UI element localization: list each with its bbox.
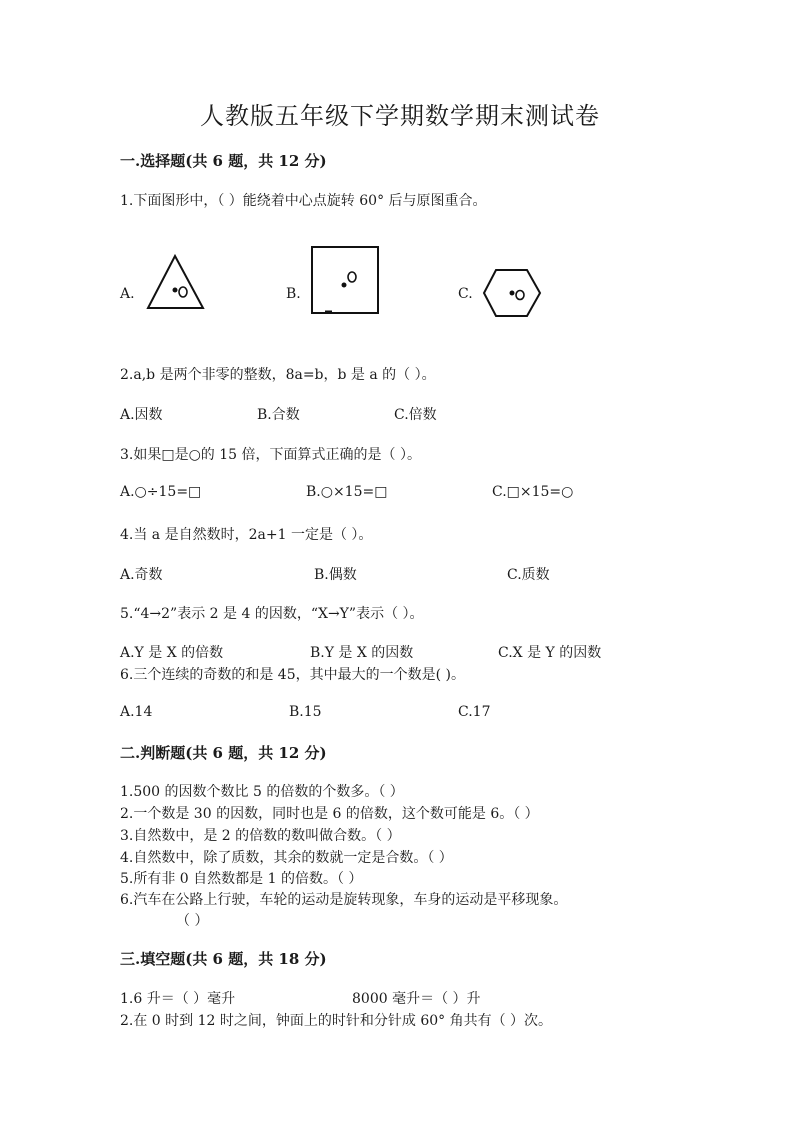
option-1b: B. xyxy=(286,286,301,302)
option-5b: B.Y 是 X 的因数 xyxy=(310,645,414,661)
option-3a: A.○÷15=□ xyxy=(120,484,202,500)
option-3b: B.○×15=□ xyxy=(306,484,388,500)
question-6: 6.三个连续的奇数的和是 45，其中最大的一个数是( )。 xyxy=(120,667,465,683)
option-6c: C.17 xyxy=(458,704,491,720)
fill-item-1b: 8000 毫升＝（ ）升 xyxy=(352,991,481,1007)
option-3c: C.□×15=○ xyxy=(492,484,574,500)
question-2: 2.a,b 是两个非零的整数，8a=b，b 是 a 的（ ）。 xyxy=(120,367,436,383)
option-2b: B.合数 xyxy=(257,407,300,423)
option-4a: A.奇数 xyxy=(120,567,163,583)
page-title: 人教版五年级下学期数学期末测试卷 xyxy=(200,102,600,130)
section-heading-fill: 三.填空题(共 6 题，共 18 分) xyxy=(120,950,327,968)
option-1a: A. xyxy=(120,286,135,302)
question-4: 4.当 a 是自然数时，2a+1 一定是（ ）。 xyxy=(120,527,373,543)
judge-item-1: 1.500 的因数个数比 5 的倍数的个数多。（ ） xyxy=(120,784,404,800)
judge-item-2: 2.一个数是 30 的因数，同时也是 6 的倍数，这个数可能是 6。（ ） xyxy=(120,806,539,822)
judge-item-3: 3.自然数中，是 2 的倍数的数叫做合数。（ ） xyxy=(120,828,401,844)
option-5c: C.X 是 Y 的因数 xyxy=(498,645,602,661)
judge-item-4: 4.自然数中，除了质数，其余的数就一定是合数。（ ） xyxy=(120,850,453,866)
section-heading-judge: 二.判断题(共 6 题，共 12 分) xyxy=(120,744,327,762)
section-heading-choice: 一.选择题(共 6 题，共 12 分) xyxy=(120,152,327,170)
option-6a: A.14 xyxy=(120,704,153,720)
question-5: 5.“4→2”表示 2 是 4 的因数，“X→Y”表示（ ）。 xyxy=(120,606,424,622)
option-2a: A.因数 xyxy=(120,407,163,423)
hexagon-figure xyxy=(482,268,542,320)
judge-item-6-answer: （ ） xyxy=(176,913,209,929)
option-2c: C.倍数 xyxy=(394,407,437,423)
triangle-figure xyxy=(146,254,206,312)
option-4b: B.偶数 xyxy=(314,567,357,583)
judge-item-5: 5.所有非 0 自然数都是 1 的倍数。（ ） xyxy=(120,871,363,887)
question-1: 1.下面图形中，（ ）能绕着中心点旋转 60° 后与原图重合。 xyxy=(120,193,487,209)
option-6b: B.15 xyxy=(289,704,322,720)
fill-item-2: 2.在 0 时到 12 时之间，钟面上的时针和分针成 60° 角共有（ ）次。 xyxy=(120,1013,553,1029)
fill-item-1a: 1.6 升＝（ ）毫升 xyxy=(120,991,236,1007)
square-figure xyxy=(310,245,380,317)
option-4c: C.质数 xyxy=(507,567,550,583)
judge-item-6: 6.汽车在公路上行驶，车轮的运动是旋转现象，车身的运动是平移现象。 xyxy=(120,892,568,908)
option-5a: A.Y 是 X 的倍数 xyxy=(120,645,224,661)
question-3: 3.如果□是○的 15 倍，下面算式正确的是（ ）。 xyxy=(120,447,421,463)
option-1c: C. xyxy=(458,286,473,302)
